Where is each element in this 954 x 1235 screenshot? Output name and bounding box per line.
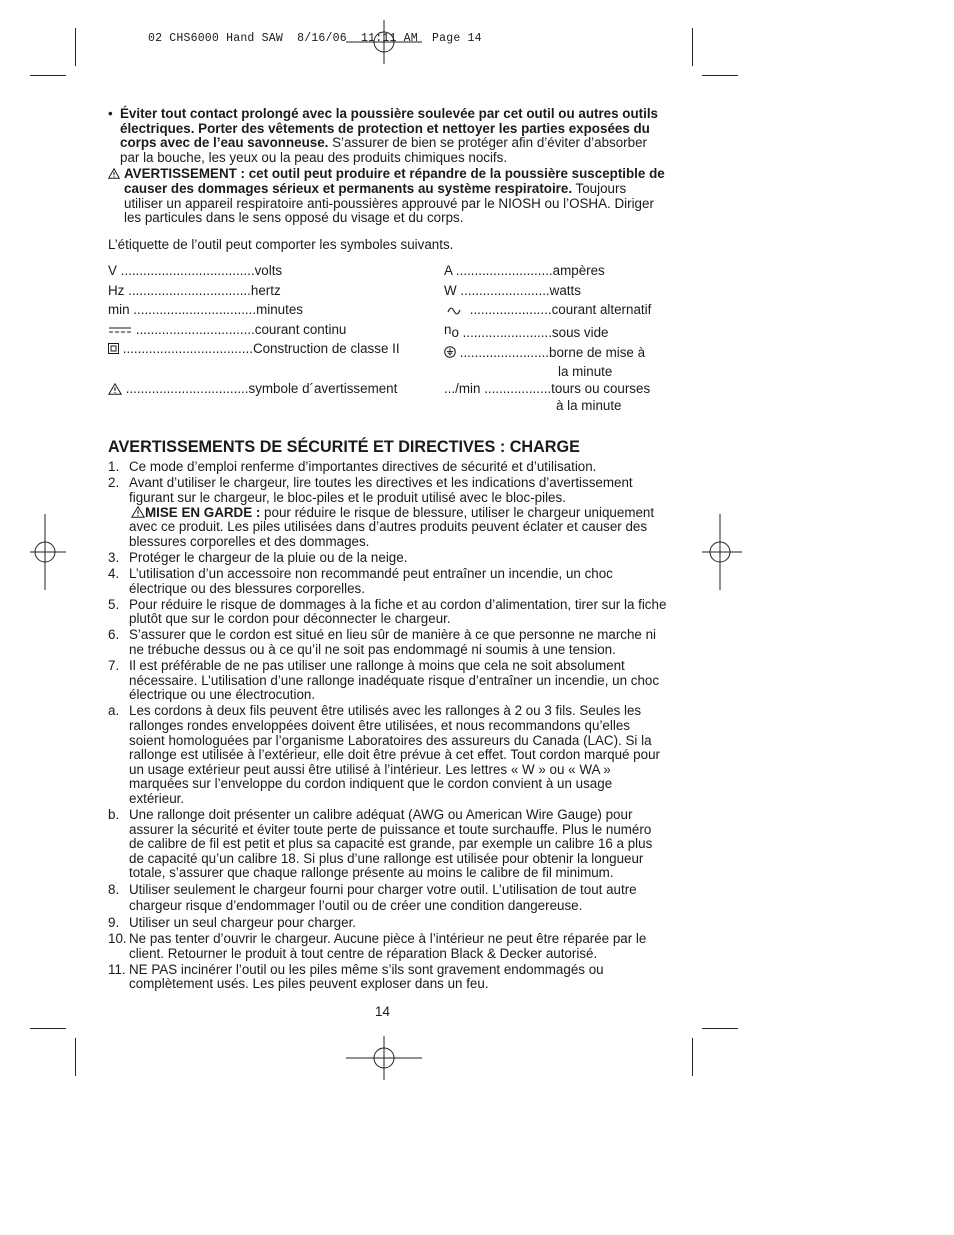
crop-mark <box>702 1028 738 1029</box>
item-number: b. <box>108 807 120 822</box>
bullet-bold-text: Éviter tout contact prolongé avec la poussière soulevée par cet outil ou autres outils électriques. Porter des vêtements de protection et nettoyer les parties exposées du corps avec de l’eau savonneuse. <box>120 106 658 151</box>
item-text: Pour réduire le risque de dommages à la fiche et au cordon d’alimentation, tirer sur la fiche plutôt que sur le cordon pour déconnecter le chargeur. <box>129 596 667 627</box>
symbol-row-hertz <box>108 284 281 299</box>
symbol-dots: ................................... <box>119 341 253 357</box>
item-text: L’utilisation d’un accessoire non recommandé peut entraîner un incendie, un choc électrique ou des blessures corporelles. <box>129 566 613 596</box>
symbol-dots: ................................. <box>122 381 249 397</box>
symbol-desc: ampères <box>552 263 605 279</box>
list-item <box>108 704 668 806</box>
item-number: 6. <box>108 627 120 643</box>
symbol-dots: ...................... <box>466 302 552 318</box>
symbol-key: min <box>108 302 130 318</box>
symbol-dots: ........................ <box>458 324 552 340</box>
item-text: Utiliser un seul chargeur pour charger. <box>129 914 357 930</box>
symbol-key: Hz <box>108 282 125 298</box>
symbol-desc-continued: la minute <box>558 364 613 380</box>
item-number: 4. <box>108 566 120 581</box>
symbol-dots: ................................. <box>124 282 251 298</box>
symbol-desc: symbole d´avertissement <box>248 381 398 397</box>
section-title: AVERTISSEMENTS DE SÉCURITÉ ET DIRECTIVES : CHARGE <box>108 438 580 457</box>
warning-normal-text: Toujours utiliser un appareil respiratoire anti-poussières approuvé par le NIOSH ou l’OSHA. Diriger les particules dans le sens opposé du visage et du corps. <box>124 180 654 226</box>
item-text: Les cordons à deux fils peuvent être utilisés avec les rallonges à 2 ou 3 fils. Seules les rallonges rondes enveloppées doivent être utilisées, et nous recommandons qu’elles soient homologuées par l’organisme Laboratoires des assureurs du Canada (LAC). Si la rallonge est utilisée à l’extérieur, elle doit être prévue à cet effet. Tout cordon marqué pour un usage extérieur peut aussi être utilisé à l’intérieur. Les lettres « W » ou « WA » marquées sur l’enveloppe du cordon indiquent que le cordon convient à un usage extérieur. <box>129 703 660 806</box>
registration-mark-right <box>702 514 742 590</box>
earthing-terminal-icon <box>444 346 456 358</box>
list-item <box>108 963 668 992</box>
symbol-key-sub: o <box>451 324 459 340</box>
direct-current-icon <box>108 325 132 335</box>
alternating-current-icon <box>444 306 466 316</box>
symbol-row-dc <box>108 323 346 338</box>
dust-bullet <box>108 107 668 165</box>
crop-mark <box>30 1028 66 1029</box>
item-text: Protéger le chargeur de la pluie ou de la neige. <box>129 549 408 565</box>
registration-mark-bottom <box>346 1036 422 1080</box>
item-text: Il est préférable de ne pas utiliser une rallonge à moins que cela ne soit absolument nécessaire. L’utilisation d’une rallonge inadéquate risque d’entraîner un incendie, un choc électrique ou une électrocution. <box>129 658 660 703</box>
crop-mark <box>702 75 738 76</box>
symbol-key: n <box>444 321 452 337</box>
list-item <box>108 916 668 931</box>
item-number: 7. <box>108 658 120 674</box>
symbol-dots: .................. <box>480 381 552 397</box>
symbol-dots: ................................. <box>129 302 257 318</box>
list-item <box>108 460 668 475</box>
symbol-row-volts <box>108 264 282 279</box>
list-item <box>108 882 668 914</box>
symbol-row-per-minute <box>444 382 650 397</box>
symbol-desc: Construction de classe II <box>252 341 400 357</box>
symbol-desc: volts <box>254 263 283 279</box>
symbol-desc: tours ou courses <box>551 381 651 397</box>
warning-text <box>124 167 668 225</box>
item-number: 10. <box>108 931 127 947</box>
item-text: Ne pas tenter d’ouvrir le chargeur. Aucune pièce à l’intérieur ne peut être réparée par le client. Retourner le produit à tout centre de réparation Black & Decker autorisé. <box>129 931 647 961</box>
directives-list <box>108 460 668 992</box>
list-item <box>108 476 668 549</box>
item-text: S’assurer que le cordon est situé en lieu sûr de manière à ce que personne ne marche ni ne trébuche dessus ou à ce qu’il ne soit pas endommagé ni soumis à une tension. <box>129 627 657 657</box>
symbol-desc: hertz <box>250 282 281 298</box>
list-item <box>108 598 668 627</box>
registration-mark-left <box>30 514 66 590</box>
page-number: 14 <box>375 1004 390 1019</box>
symbol-row-no-load <box>444 323 609 341</box>
symbol-key: V <box>108 263 117 279</box>
warning-bold-text: AVERTISSEMENT : cet outil peut produire et répandre de la poussière susceptible de causer des dommages sérieux et permanents au système respiratoire. <box>124 166 665 196</box>
symbol-row-class-ii <box>108 342 400 357</box>
item-number: 8. <box>108 882 120 898</box>
warning-triangle-icon <box>108 383 122 395</box>
symbol-dots: .................................... <box>116 263 255 279</box>
bullet-marker: • <box>108 106 113 121</box>
warning-triangle-icon <box>108 168 120 179</box>
bullet-normal-text: S’assurer de bien se protéger afin d’éviter d’absorber par la bouche, les yeux ou la peau des produits chimiques nocifs. <box>120 135 647 165</box>
symbol-dots: .......................... <box>452 263 553 279</box>
crop-mark <box>692 1038 693 1076</box>
item-number: 5. <box>108 596 120 612</box>
symbol-desc: borne de mise à <box>549 345 646 361</box>
list-item <box>108 551 668 566</box>
item-number: 3. <box>108 549 120 565</box>
item-number: 9. <box>108 914 120 930</box>
item-number: 1. <box>108 459 120 475</box>
caution-label: MISE EN GARDE : <box>145 504 261 520</box>
symbol-key: .../min <box>444 381 481 397</box>
page-content <box>108 107 668 993</box>
symbols-intro: L’étiquette de l’outil peut comporter les symboles suivants. <box>108 236 454 252</box>
symbol-desc: courant continu <box>254 321 347 337</box>
item-text: NE PAS incinérer l’outil ou les piles même s’ils sont gravement endommagés ou complètement usés. Les piles peuvent exploser dans un feu. <box>129 961 604 992</box>
caution-text: pour réduire le risque de blessure, utiliser le chargeur uniquement avec ce produit. Les piles utilisées dans d’autres produits peuvent éclater et causer des blessures corporelles et des dommages. <box>129 504 655 549</box>
crop-mark <box>692 28 693 66</box>
list-item <box>108 659 668 703</box>
item-text: Une rallonge doit présenter un calibre adéquat (AWG ou American Wire Gauge) pour assurer la sécurité et éviter toute perte de puissance et toute surchauffe. Plus le numéro de calibre de fil est petit et plus sa capacité est grande, par exemple un calibre 16 a plus de capacité qu’un calibre 18. Si plus d’une rallonge est utilisée pour obtenir la longueur totale, s’assurer que chaque rallonge présente au moins le calibre de fil minimum. <box>129 807 653 881</box>
list-item <box>108 932 668 961</box>
warning-triangle-icon <box>131 506 145 518</box>
symbol-desc: courant alternatif <box>551 302 652 318</box>
item-text: Utiliser seulement le chargeur fourni pour charger votre outil. L’utilisation de tout autre chargeur risque d’endommager l’outil ou de créer une condition dangereuse. <box>129 882 637 914</box>
symbols-table <box>108 264 668 422</box>
item-text: Avant d’utiliser le chargeur, lire toutes les directives et les indications d’avertissement figurant sur le chargeur, le bloc-piles et le produit utilisé avec le bloc-piles. <box>129 475 633 506</box>
symbol-dots: ........................ <box>456 345 550 361</box>
item-number: 2. <box>108 475 120 491</box>
crop-mark <box>75 1038 76 1076</box>
crop-mark <box>30 75 66 76</box>
symbol-row-ac <box>444 303 651 318</box>
symbol-row-watts <box>444 284 581 299</box>
registration-mark-top <box>346 20 422 64</box>
symbol-desc: watts <box>549 282 581 298</box>
symbol-row-amperes <box>444 264 605 279</box>
list-item <box>108 628 668 657</box>
symbol-desc: minutes <box>256 302 303 318</box>
bullet-text <box>120 107 668 165</box>
symbol-dots: ........................ <box>456 282 550 298</box>
symbol-dots: ................................ <box>132 321 255 337</box>
item-number: a. <box>108 703 120 719</box>
list-item <box>108 808 668 881</box>
print-slug: 02 CHS6000 Hand SAW 8/16/06 11:11 AM Page 14 <box>148 32 482 45</box>
symbol-row-warning <box>108 382 397 397</box>
item-number: 11. <box>108 961 126 977</box>
symbol-row-minutes <box>108 303 303 318</box>
list-item <box>108 567 668 596</box>
item-text: Ce mode d’emploi renferme d’importantes directives de sécurité et d’utilisation. <box>129 459 597 475</box>
symbol-desc-continued: à la minute <box>556 398 622 414</box>
symbol-key: W <box>444 282 457 298</box>
respiratory-warning <box>108 167 668 225</box>
symbol-row-earth <box>444 346 645 361</box>
symbol-key: A <box>444 263 453 279</box>
symbol-desc: sous vide <box>551 324 609 340</box>
caution-block <box>129 506 668 550</box>
crop-mark <box>75 28 76 66</box>
class-ii-construction-icon <box>108 343 119 354</box>
